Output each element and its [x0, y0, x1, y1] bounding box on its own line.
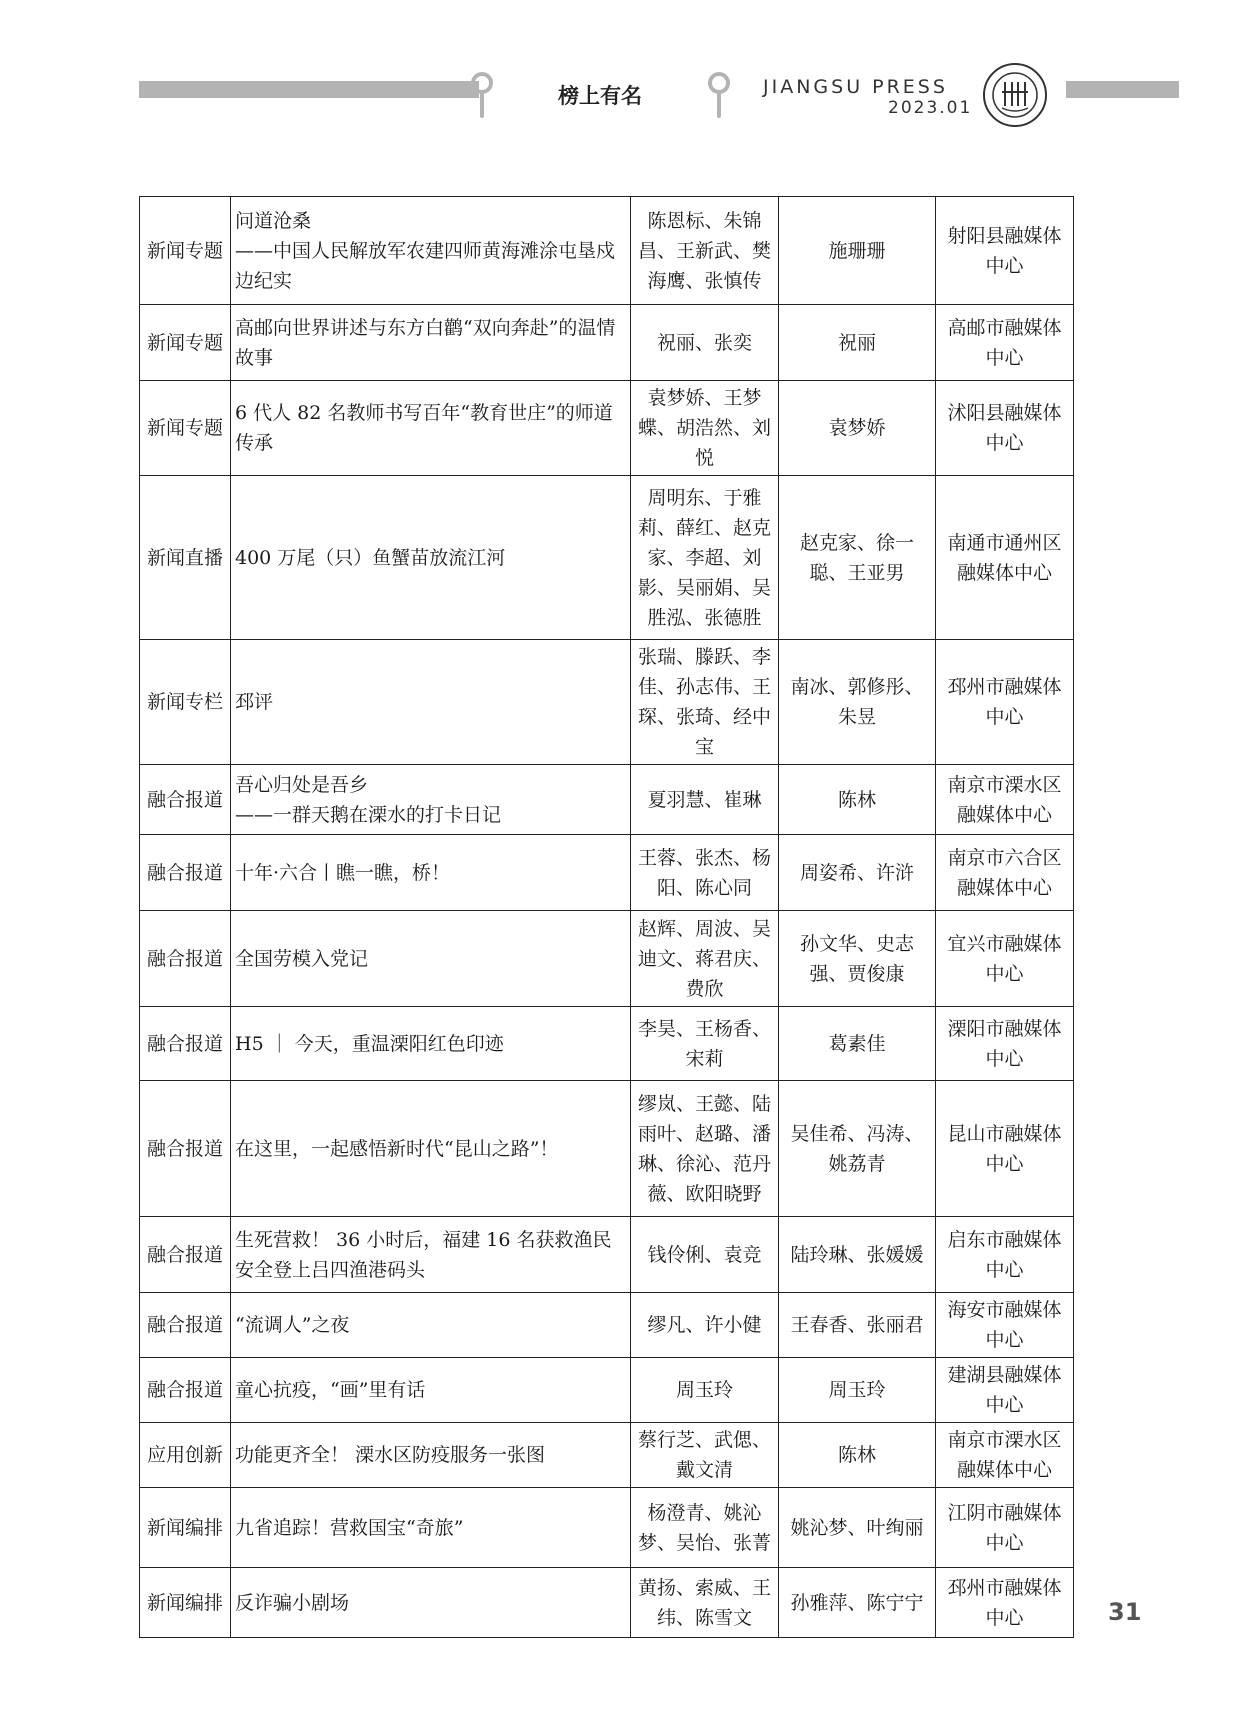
work-title: 童心抗疫，“画”里有话 — [231, 1358, 631, 1423]
award-category: 融合报道 — [140, 911, 231, 1007]
table-row — [140, 305, 1074, 381]
authors: 祝丽、张奕 — [631, 305, 779, 381]
work-title: 九省追踪！营救国宝“奇旅” — [231, 1488, 631, 1568]
editors: 吴佳希、冯涛、姚荔青 — [779, 1081, 936, 1217]
work-title: H5 ｜ 今天，重温溧阳红色印迹 — [231, 1007, 631, 1081]
unit: 南通市通州区融媒体中心 — [936, 476, 1074, 640]
page-number: 31 — [1108, 1598, 1142, 1626]
award-category: 融合报道 — [140, 1358, 231, 1423]
work-title: 功能更齐全！ 溧水区防疫服务一张图 — [231, 1423, 631, 1488]
work-title: 全国劳模入党记 — [231, 911, 631, 1007]
authors: 周明东、于雅莉、薛红、赵克家、李超、刘影、吴丽娟、吴胜泓、张德胜 — [631, 476, 779, 640]
award-category: 融合报道 — [140, 1081, 231, 1217]
unit: 南京市溧水区融媒体中心 — [936, 1423, 1074, 1488]
award-category: 融合报道 — [140, 1217, 231, 1293]
unit: 宜兴市融媒体中心 — [936, 911, 1074, 1007]
work-title: 吾心归处是吾乡 ——一群天鹅在溧水的打卡日记 — [231, 765, 631, 835]
table-row — [140, 1358, 1074, 1423]
table-row — [140, 911, 1074, 1007]
unit: 南京市溧水区融媒体中心 — [936, 765, 1074, 835]
editors: 孙文华、史志强、贾俊康 — [779, 911, 936, 1007]
table-row — [140, 476, 1074, 640]
award-category: 新闻专题 — [140, 381, 231, 476]
authors: 钱伶俐、袁竞 — [631, 1217, 779, 1293]
authors: 赵辉、周波、吴迪文、蒋君庆、费欣 — [631, 911, 779, 1007]
header-bar-left — [139, 81, 479, 98]
table-row — [140, 640, 1074, 765]
editors: 葛素佳 — [779, 1007, 936, 1081]
pin-icon — [708, 72, 730, 120]
work-title: 十年·六合丨瞧一瞧，桥！ — [231, 835, 631, 911]
editors: 陈林 — [779, 1423, 936, 1488]
award-category: 应用创新 — [140, 1423, 231, 1488]
work-title: 反诈骗小剧场 — [231, 1568, 631, 1638]
table-row — [140, 835, 1074, 911]
table-row — [140, 197, 1074, 305]
authors: 杨澄青、姚沁梦、吴怡、张菁 — [631, 1488, 779, 1568]
editors: 孙雅萍、陈宁宁 — [779, 1568, 936, 1638]
unit: 江阴市融媒体中心 — [936, 1488, 1074, 1568]
unit: 南京市六合区融媒体中心 — [936, 835, 1074, 911]
editors: 祝丽 — [779, 305, 936, 381]
authors: 周玉玲 — [631, 1358, 779, 1423]
unit: 溧阳市融媒体中心 — [936, 1007, 1074, 1081]
authors: 缪岚、王懿、陆雨叶、赵璐、潘琳、徐沁、范丹薇、欧阳晓野 — [631, 1081, 779, 1217]
authors: 夏羽慧、崔琳 — [631, 765, 779, 835]
award-category: 新闻直播 — [140, 476, 231, 640]
editors: 陈林 — [779, 765, 936, 835]
section-title: 榜上有名 — [558, 84, 642, 108]
authors: 蔡行芝、武偲、戴文清 — [631, 1423, 779, 1488]
table-row — [140, 1568, 1074, 1638]
authors: 王蓉、张杰、杨阳、陈心同 — [631, 835, 779, 911]
award-category: 融合报道 — [140, 835, 231, 911]
award-category: 新闻专题 — [140, 197, 231, 305]
editors: 陆玲琳、张媛媛 — [779, 1217, 936, 1293]
unit: 沭阳县融媒体中心 — [936, 381, 1074, 476]
work-title: 6 代人 82 名教师书写百年“教育世庄”的师道传承 — [231, 381, 631, 476]
unit: 海安市融媒体中心 — [936, 1293, 1074, 1358]
awards-table — [139, 196, 1074, 1638]
publication-name: JIANGSU PRESS — [763, 76, 948, 98]
table-row — [140, 765, 1074, 835]
unit: 邳州市融媒体中心 — [936, 640, 1074, 765]
editors: 南冰、郭修彤、朱昱 — [779, 640, 936, 765]
award-category: 融合报道 — [140, 765, 231, 835]
award-category: 融合报道 — [140, 1007, 231, 1081]
table-row — [140, 1488, 1074, 1568]
editors: 王春香、张丽君 — [779, 1293, 936, 1358]
editors: 姚沁梦、叶绚丽 — [779, 1488, 936, 1568]
authors: 袁梦娇、王梦蝶、胡浩然、刘悦 — [631, 381, 779, 476]
work-title: 在这里，一起感悟新时代“昆山之路”！ — [231, 1081, 631, 1217]
association-seal-icon — [982, 62, 1048, 128]
work-title: 生死营救！ 36 小时后，福建 16 名获救渔民安全登上吕四渔港码头 — [231, 1217, 631, 1293]
table-row — [140, 1217, 1074, 1293]
award-category: 新闻专题 — [140, 305, 231, 381]
award-category: 新闻编排 — [140, 1568, 231, 1638]
authors: 陈恩标、朱锦昌、王新武、樊海鹰、张慎传 — [631, 197, 779, 305]
work-title: 高邮向世界讲述与东方白鹳“双向奔赴”的温情故事 — [231, 305, 631, 381]
unit: 建湖县融媒体中心 — [936, 1358, 1074, 1423]
award-category: 融合报道 — [140, 1293, 231, 1358]
authors: 黄扬、索威、王纬、陈雪文 — [631, 1568, 779, 1638]
table-row — [140, 1293, 1074, 1358]
work-title: 邳评 — [231, 640, 631, 765]
table-row — [140, 381, 1074, 476]
editors: 袁梦娇 — [779, 381, 936, 476]
unit: 昆山市融媒体中心 — [936, 1081, 1074, 1217]
table-row — [140, 1081, 1074, 1217]
editors: 施珊珊 — [779, 197, 936, 305]
authors: 张瑞、滕跃、李佳、孙志伟、王琛、张琦、经中宝 — [631, 640, 779, 765]
pin-icon — [471, 72, 493, 120]
work-title: 400 万尾（只）鱼蟹苗放流江河 — [231, 476, 631, 640]
award-category: 新闻编排 — [140, 1488, 231, 1568]
issue-number: 2023.01 — [888, 98, 973, 118]
work-title: 问道沧桑 ——中国人民解放军农建四师黄海滩涂屯垦戍边纪实 — [231, 197, 631, 305]
authors: 缪凡、许小健 — [631, 1293, 779, 1358]
work-title: “流调人”之夜 — [231, 1293, 631, 1358]
unit: 高邮市融媒体中心 — [936, 305, 1074, 381]
unit: 射阳县融媒体中心 — [936, 197, 1074, 305]
table-row — [140, 1423, 1074, 1488]
table-row — [140, 1007, 1074, 1081]
editors: 周姿希、许浒 — [779, 835, 936, 911]
award-category: 新闻专栏 — [140, 640, 231, 765]
authors: 李昊、王杨香、宋莉 — [631, 1007, 779, 1081]
unit: 邳州市融媒体中心 — [936, 1568, 1074, 1638]
header-bar-right — [1066, 81, 1179, 98]
editors: 周玉玲 — [779, 1358, 936, 1423]
unit: 启东市融媒体中心 — [936, 1217, 1074, 1293]
editors: 赵克家、徐一聪、王亚男 — [779, 476, 936, 640]
